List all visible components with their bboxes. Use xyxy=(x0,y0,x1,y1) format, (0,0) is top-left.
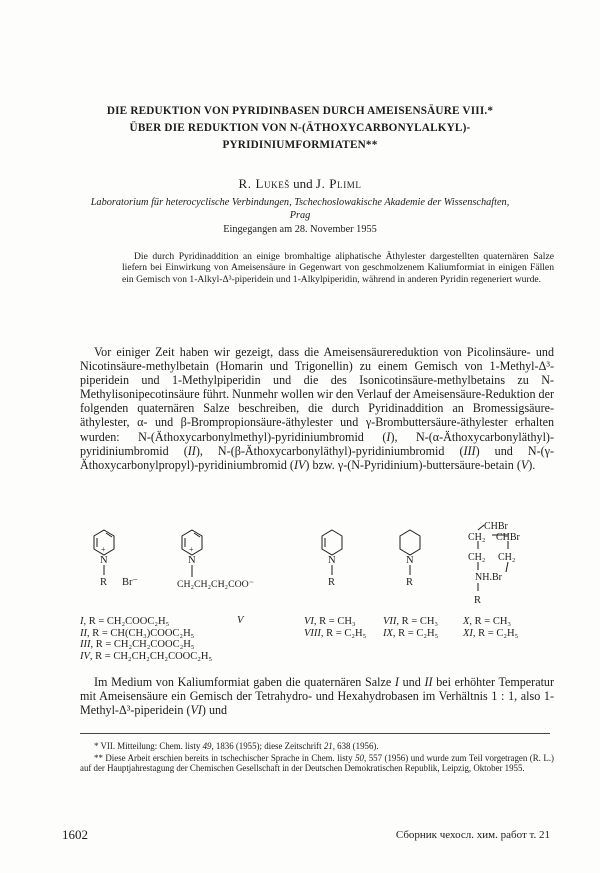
p1-ref-III: III xyxy=(463,443,476,458)
footnote-divider xyxy=(80,733,550,734)
structural-formulas xyxy=(80,521,554,627)
p1-text-6: ). xyxy=(528,457,536,472)
derivatives-col-1 xyxy=(80,616,212,662)
r-group-5: R xyxy=(474,595,482,606)
r-group-1: R xyxy=(100,577,108,588)
chain-nhbr: NH.Br xyxy=(475,572,502,583)
n-atom-4: N xyxy=(406,555,414,566)
plus-sign-2: + xyxy=(189,545,194,554)
p2-ref-VI: VI xyxy=(190,703,202,718)
page-number: 1602 xyxy=(62,827,88,842)
deriv-III: III, R = CH₂CH₂COOC₂H₅ xyxy=(80,639,195,651)
p1-ref-I: I xyxy=(386,429,391,444)
bromide-anion: Br⁻ xyxy=(122,577,139,588)
p2-text-3: bei erhöhter Temperatur mit Ameisensäure ein Gemisch der Tetrahydro- und Hexahydrobasen im Verhältnis 1 : 1, also 1-Methyl-Δ³-piperidein ( xyxy=(80,675,555,718)
chain-chbr-2: CHBr xyxy=(496,532,520,543)
paragraph-1 xyxy=(80,345,554,472)
derivatives-col-4 xyxy=(463,616,518,639)
authors-and: und xyxy=(293,176,313,191)
chain-ch2-c: CH₂ xyxy=(498,552,516,563)
plus-sign-1: + xyxy=(101,545,106,554)
affiliation-line-1: Laboratorium für heterocyclische Verbindungen, Tschechoslowakische Akademie der Wissenschaften, xyxy=(90,197,510,208)
authors xyxy=(0,176,600,192)
affiliation-line-2: Prag xyxy=(289,210,311,221)
deriv-X: X, R = CH₃ xyxy=(463,616,512,627)
n-atom-3: N xyxy=(328,555,336,566)
betaine-chain: CH₂CH₂CH₂COO⁻ xyxy=(177,579,254,590)
paragraph-2 xyxy=(80,675,554,717)
footnote-2: ** Diese Arbeit erschien bereits in tschechischer Sprache in Chem. listy 50, 557 (1956) und wurde zum Teil vorgetragen (R. L.) auf der Hauptjahrestagung der Chemischen Gesellschaft in der Deutschen Demokratischen Republik, Leipzig, Oktober 1955. xyxy=(80,752,554,774)
p1-text-3: ), N-(β-Äthoxycarbonyläthyl)-pyridiniumbromid ( xyxy=(195,443,464,458)
derivatives-col-3 xyxy=(383,616,438,639)
p1-text-5: ) bzw. γ-(N-Pyridinium)-buttersäure-betain ( xyxy=(305,457,521,472)
title-line-1: DIE REDUKTION VON PYRIDINBASEN DURCH AMEISENSÄURE VIII.* xyxy=(106,105,494,117)
footnote-1: * VII. Mitteilung: Chem. listy 49, 1836 (1955); diese Zeitschrift 21, 638 (1956). xyxy=(94,741,379,751)
footnotes xyxy=(80,741,554,775)
p2-ref-I: I xyxy=(394,675,399,689)
deriv-VIII: VIII, R = C₂H₅ xyxy=(304,627,367,639)
deriv-IX: IX, R = C₂H₅ xyxy=(383,627,439,639)
deriv-IV: IV, R = CH₂CH₂CH₂COOC₂H₅ xyxy=(80,650,213,662)
derivatives-col-2 xyxy=(304,616,366,639)
affiliation xyxy=(60,196,540,222)
p1-text-4: ) und N-(γ-Äthoxycarbonylpropyl)-pyridiniumbromid ( xyxy=(80,443,555,472)
p1-ref-IV: IV xyxy=(293,457,306,472)
tetrahydropyridine-ring xyxy=(322,530,342,575)
article-title xyxy=(60,103,540,154)
received-date: Eingegangen am 28. November 1955 xyxy=(223,224,377,235)
deriv-II: II, R = CH(CH₃)COOC₂H₅ xyxy=(80,627,195,639)
structures-svg xyxy=(80,521,554,627)
piperidine-ring xyxy=(400,530,420,575)
n-atom-1: N xyxy=(100,555,108,566)
p2-text-4: ) und xyxy=(201,703,228,718)
p1-ref-II: II xyxy=(187,443,196,458)
p2-ref-II: II xyxy=(424,675,433,689)
abstract-text: Die durch Pyridinaddition an einige bromhaltige aliphatische Äthylester dargestellten quaternären Salze liefern bei Einwirkung von Ameisensäure in Gegenwart von geschmolzenem Kaliumformiat in einigen Fällen ein Gemisch von 1-Alkyl-Δ³-piperidein und 1-Alkylpiperidin, während in anderen Pyridin regeneriert wurde. xyxy=(122,251,554,285)
title-line-2: ÜBER DIE REDUKTION VON N-(ÄTHOXYCARBONYLALKYL)- xyxy=(129,122,471,134)
deriv-VI: VI, R = CH₃ xyxy=(304,616,356,627)
p1-text-2: ), N-(α-Äthoxycarbonyläthyl)-pyridiniumbromid ( xyxy=(80,429,554,458)
author-1: R. Lukeš xyxy=(238,176,290,191)
label-V: V xyxy=(237,615,244,626)
deriv-XI: XI, R = C₂H₅ xyxy=(463,627,519,639)
author-2: J. Pliml xyxy=(315,176,362,191)
r-group-4: R xyxy=(406,577,414,588)
abstract xyxy=(122,251,554,285)
n-atom-2: N xyxy=(188,555,196,566)
p1-ref-V: V xyxy=(520,457,529,472)
chain-ch2-b: CH₂ xyxy=(468,552,486,563)
deriv-VII: VII, R = CH₃ xyxy=(383,616,439,627)
deriv-I: I, R = CH₂COOC₂H₅ xyxy=(80,616,170,627)
p2-text-1: Im Medium von Kaliumformiat gaben die quaternären Salze xyxy=(94,675,395,689)
journal-name: Сборник чехосл. хим. работ т. 21 xyxy=(395,829,550,841)
p1-text-1: Vor einiger Zeit haben wir gezeigt, dass die Ameisensäurereduktion von Picolinsäure- und Nicotinsäure-methylbetain (Homarin und Trigonellin) zu einem Gemisch von 1-Methyl-Δ³-piperidein und 1-Methylpiperidin und die des Isonicotinsäure-methylbetains zu N-Methylisonipecotinsäure führt. Nunmehr wollen wir den Verlauf der Ameisensäure-Reduktion der folgenden quaternären Salze beschreiben, die durch Pyridinaddition an Bromessigsäure-äthylester, α- und β-Brompropionsäure-äthylester und γ-Brombuttersäure-äthylester erhalten wurden: N-(Äthoxycarbonylmethyl)-pyridiniumbromid ( xyxy=(80,345,554,444)
title-line-3: PYRIDINIUMFORMIATEN** xyxy=(222,139,378,151)
chain-ch2-a: CH₂ xyxy=(468,532,486,543)
chain-chbr-top: CHBr xyxy=(484,521,508,532)
r-group-3: R xyxy=(328,577,336,588)
p2-text-2: und xyxy=(398,675,425,689)
